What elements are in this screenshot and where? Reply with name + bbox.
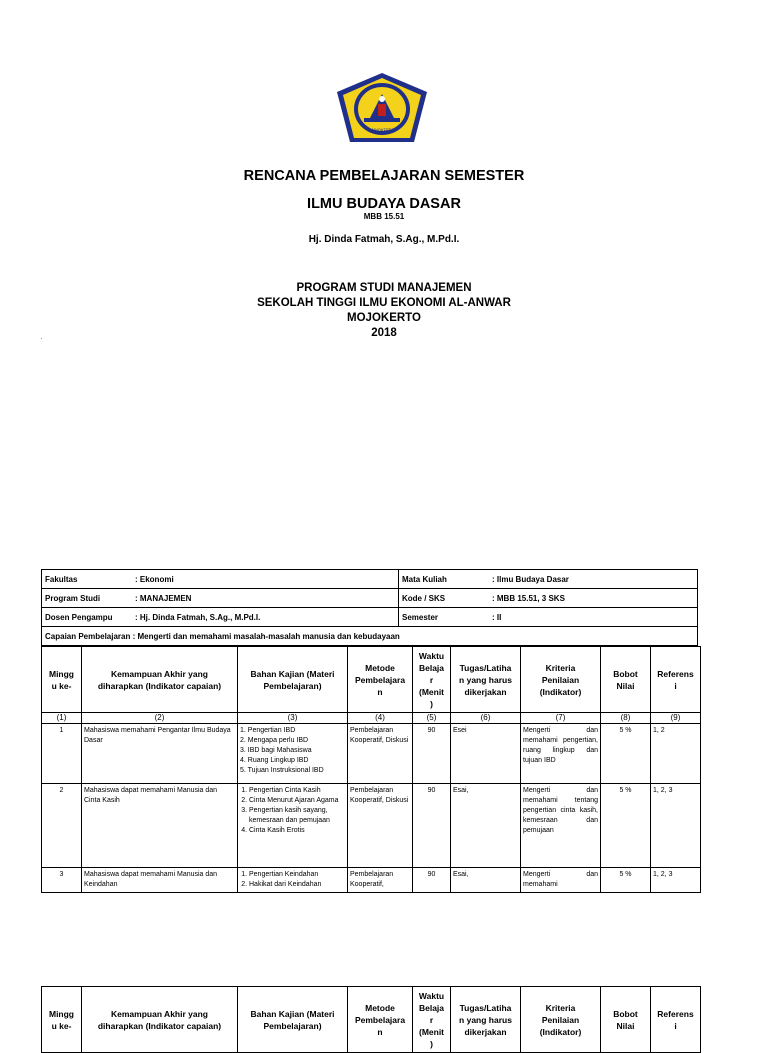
column-number: (6) [451, 713, 521, 724]
header-cell: Referens i [651, 987, 701, 1053]
weight-cell: 5 % [601, 724, 651, 784]
rps-table-continued-header [41, 986, 701, 1053]
mata-kuliah-label: Mata Kuliah [402, 574, 447, 584]
header-cell: Kemampuan Akhir yang diharapkan (Indikator capaian) [82, 987, 238, 1053]
rps-table [41, 646, 701, 893]
table-row [42, 868, 701, 893]
table-row [42, 784, 701, 868]
school-name: SEKOLAH TINGGI ILMU EKONOMI AL-ANWAR [257, 297, 511, 309]
semester-value: : II [492, 612, 502, 622]
table-row [42, 724, 701, 784]
info-row-1 [42, 570, 698, 589]
table-header-row [42, 987, 701, 1053]
header-cell: Bobot Nilai [601, 987, 651, 1053]
header-cell: Waktu Belaja r (Menit ) [413, 987, 451, 1053]
header-cell: Kriteria Penilaian (Indikator) [521, 647, 601, 713]
column-number: (4) [348, 713, 413, 724]
refs-cell: 1, 2 [651, 724, 701, 784]
column-number-row [42, 713, 701, 724]
stray-dot [41, 338, 42, 339]
kode-sks-label: Kode / SKS [402, 593, 446, 603]
weight-cell: 5 % [601, 784, 651, 868]
svg-text:MOJOKERTO: MOJOKERTO [369, 128, 395, 133]
ability-cell: Mahasiswa memahami Pengantar Ilmu Budaya Dasar [82, 724, 238, 784]
dosen-label: Dosen Pengampu [45, 612, 113, 622]
info-row-4 [42, 627, 698, 646]
week-cell: 3 [42, 868, 82, 893]
prodi-value: : MANAJEMEN [135, 593, 192, 603]
fakultas-label: Fakultas [45, 574, 78, 584]
lecturer-name: Hj. Dinda Fatmah, S.Ag., M.Pd.I. [308, 234, 460, 245]
column-number: (5) [413, 713, 451, 724]
criteria-cell: Mengerti dan memahami tentang pengertian cinta kasih, kemesraan dan pemujaan [521, 784, 601, 868]
header-cell: Tugas/Latiha n yang harus dikerjakan [451, 987, 521, 1053]
week-cell: 2 [42, 784, 82, 868]
table-header-row [42, 647, 701, 713]
materials-cell: 1. Pengertian IBD 2. Mengapa perlu IBD 3. IBD bagi Mahasiswa 4. Ruang Lingkup IBD 5. Tujuan Instruksional IBD [238, 724, 348, 784]
weight-cell: 5 % [601, 868, 651, 893]
prodi-label: Program Studi [45, 593, 101, 603]
refs-cell: 1, 2, 3 [651, 868, 701, 893]
institution-block [0, 281, 768, 341]
method-cell: Pembelajaran Kooperatif, Diskusi [348, 784, 413, 868]
task-cell: Esai, [451, 868, 521, 893]
column-number: (2) [82, 713, 238, 724]
course-info-table [41, 569, 698, 646]
header-cell: Metode Pembelajara n [348, 647, 413, 713]
task-cell: Esei [451, 724, 521, 784]
ability-cell: Mahasiswa dapat memahami Manusia dan Cinta Kasih [82, 784, 238, 868]
capaian-value: : Mengerti dan memahami masalah-masalah manusia dan kebudayaan [132, 631, 400, 641]
time-cell: 90 [413, 868, 451, 893]
header-cell: Mingg u ke- [42, 987, 82, 1053]
materials-cell: 1. Pengertian Keindahan 2. Hakikat dari Keindahan [238, 868, 348, 893]
city-name: MOJOKERTO [347, 312, 421, 324]
header-cell: Bahan Kajian (Materi Pembelajaran) [238, 987, 348, 1053]
header-cell: Metode Pembelajara n [348, 987, 413, 1053]
school-seal-logo [334, 72, 430, 144]
materials-cell: 1. Pengertian Cinta Kasih 2. Cinta Menurut Ajaran Agama 3. Pengertian kasih sayang, kemesraan dan pemujaan 4. Cinta Kasih Erotis [238, 784, 348, 868]
semester-label: Semester [402, 612, 439, 622]
column-number: (1) [42, 713, 82, 724]
method-cell: Pembelajaran Kooperatif, [348, 868, 413, 893]
criteria-cell: Mengerti dan memahami [521, 868, 601, 893]
info-row-2 [42, 589, 698, 608]
criteria-cell: Mengerti dan memahami pengertian, ruang lingkup dan tujuan IBD [521, 724, 601, 784]
column-number: (8) [601, 713, 651, 724]
column-number: (7) [521, 713, 601, 724]
time-cell: 90 [413, 724, 451, 784]
capaian-label: Capaian Pembelajaran [45, 631, 131, 641]
document-title: RENCANA PEMBELAJARAN SEMESTER [243, 168, 525, 184]
refs-cell: 1, 2, 3 [651, 784, 701, 868]
mata-kuliah-value: : Ilmu Budaya Dasar [492, 574, 569, 584]
header-cell: Mingg u ke- [42, 647, 82, 713]
header-cell: Bahan Kajian (Materi Pembelajaran) [238, 647, 348, 713]
header-cell: Tugas/Latiha n yang harus dikerjakan [451, 647, 521, 713]
column-number: (9) [651, 713, 701, 724]
header-cell: Kemampuan Akhir yang diharapkan (Indikator capaian) [82, 647, 238, 713]
dosen-value: : Hj. Dinda Fatmah, S.Ag., M.Pd.I. [135, 612, 261, 622]
course-code: MBB 15.51 [363, 212, 405, 221]
header-cell: Bobot Nilai [601, 647, 651, 713]
header-cell: Waktu Belaja r (Menit ) [413, 647, 451, 713]
program-name: PROGRAM STUDI MANAJEMEN [296, 282, 472, 294]
column-number: (3) [238, 713, 348, 724]
kode-sks-value: : MBB 15.51, 3 SKS [492, 593, 565, 603]
task-cell: Esai, [451, 784, 521, 868]
course-title: ILMU BUDAYA DASAR [307, 196, 461, 212]
ability-cell: Mahasiswa dapat memahami Manusia dan Keindahan [82, 868, 238, 893]
header-cell: Kriteria Penilaian (Indikator) [521, 987, 601, 1053]
fakultas-value: : Ekonomi [135, 574, 174, 584]
year: 2018 [371, 327, 397, 339]
header-cell: Referens i [651, 647, 701, 713]
method-cell: Pembelajaran Kooperatif, Diskusi [348, 724, 413, 784]
time-cell: 90 [413, 784, 451, 868]
info-row-3 [42, 608, 698, 627]
week-cell: 1 [42, 724, 82, 784]
